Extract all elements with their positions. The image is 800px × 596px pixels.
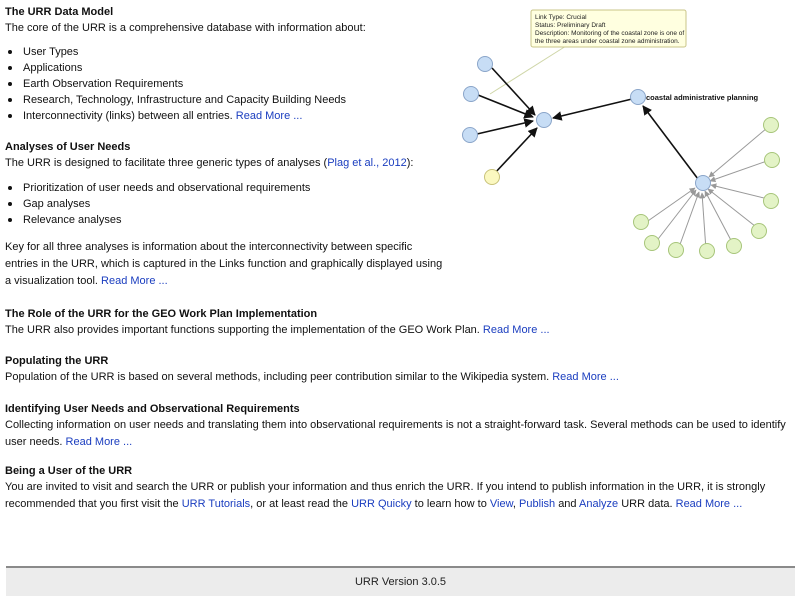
tooltip-line: Description: Monitoring of the coastal zone is one of [535, 30, 685, 37]
urr-tutorials-link[interactable]: URR Tutorials [181, 498, 251, 510]
section-title: Identifying User Needs and Observational Requirements [5, 403, 300, 415]
section-text [5, 479, 797, 513]
tooltip-line: the three areas under coastal zone administration. [535, 38, 680, 45]
graph-node[interactable] [700, 244, 715, 259]
graph-edge [709, 128, 767, 177]
graph-edge [702, 193, 706, 250]
list-item-text: Interconnectivity (links) between all entries. [23, 110, 233, 122]
graph-node[interactable] [634, 215, 649, 230]
graph-edge [477, 121, 533, 134]
publish-link[interactable]: Publish [519, 498, 556, 510]
graph-node[interactable] [645, 236, 660, 251]
intro-text-end: ): [406, 157, 414, 169]
read-more-link[interactable]: Read More ... [235, 110, 303, 122]
graph-edge [494, 128, 537, 174]
graph-edge [643, 106, 698, 179]
tooltip-line: Link Type: Crucial [535, 14, 587, 21]
version-label: URR Version 3.0.5 [354, 576, 447, 588]
graph-edge [710, 161, 767, 181]
graph-node[interactable] [696, 176, 711, 191]
graph-node[interactable] [765, 153, 780, 168]
section-identifying [5, 403, 797, 451]
text: to learn how to [414, 498, 487, 510]
link-tooltip [531, 10, 686, 47]
read-more-link[interactable]: Read More ... [675, 498, 743, 510]
graph-edge [711, 185, 768, 199]
section-being-user [5, 465, 797, 513]
list-item: Gap analyses [21, 196, 445, 212]
analyses-list [5, 180, 445, 228]
graph-node[interactable] [537, 113, 552, 128]
graph-edge [553, 99, 632, 118]
list-item: User Types [21, 44, 445, 60]
graph-node[interactable] [752, 224, 767, 239]
list-item: Prioritization of user needs and observational requirements [21, 180, 445, 196]
graph-node[interactable] [764, 194, 779, 209]
network-graph [446, 8, 796, 270]
text: Population of the URR is based on several methods, including peer contribution similar to the Wikipedia system. [5, 371, 550, 383]
footer [6, 566, 795, 596]
section-title: The URR Data Model [5, 6, 114, 18]
tooltip-line: Status: Preliminary Draft [535, 22, 606, 29]
section-title: Analyses of User Needs [5, 141, 131, 153]
section-text [5, 417, 797, 451]
section-text [5, 369, 795, 386]
text: , or at least read the [250, 498, 349, 510]
view-link[interactable]: View [489, 498, 513, 510]
list-item [21, 108, 445, 124]
graph-node[interactable] [764, 118, 779, 133]
section-populating [5, 355, 795, 386]
section-title: Populating the URR [5, 355, 109, 367]
read-more-link[interactable]: Read More ... [65, 436, 133, 448]
read-more-link[interactable]: Read More ... [101, 275, 168, 287]
graph-node[interactable] [669, 243, 684, 258]
list-item: Research, Technology, Infrastructure and Capacity Building Needs [21, 92, 445, 108]
data-model-list [5, 44, 445, 124]
tooltip-connector [490, 46, 566, 94]
list-item: Applications [21, 60, 445, 76]
analyze-link[interactable]: Analyze [579, 498, 619, 510]
graph-edge [492, 68, 535, 115]
section-analyses [5, 141, 445, 290]
urr-quicky-link[interactable]: URR Quicky [351, 498, 412, 510]
graph-node[interactable] [485, 170, 500, 185]
section-title: Being a User of the URR [5, 465, 133, 477]
analyses-paragraph [5, 239, 445, 290]
links-visualization[interactable] [446, 8, 796, 270]
graph-edge [478, 95, 533, 117]
graph-node[interactable] [727, 239, 742, 254]
section-intro: The core of the URR is a comprehensive database with information about: [5, 22, 366, 34]
text: You are invited to visit and search the URR or publish your information and thus enrich the URR. If you intend to publish information in the URR, it is strongly recommended that you first visit the [5, 481, 766, 510]
list-item: Relevance analyses [21, 212, 445, 228]
read-more-link[interactable]: Read More ... [552, 371, 619, 383]
section-role [5, 308, 795, 339]
citation-link[interactable]: Plag et al., 2012 [327, 157, 407, 169]
section-title: The Role of the URR for the GEO Work Plan Implementation [5, 308, 318, 320]
intro-text: The URR is designed to facilitate three generic types of analyses ( [5, 157, 328, 169]
node-label: coastal administrative planning [646, 93, 759, 102]
section-text [5, 322, 795, 339]
read-more-link[interactable]: Read More ... [482, 324, 550, 336]
text: and [558, 498, 577, 510]
text: , [512, 498, 516, 510]
text: URR data. [621, 498, 673, 510]
paragraph-text: Key for all three analyses is information about the interconnectivity between specific entries in the URR, which is captured in the Links function and graphically displayed using a visualization tool. [5, 241, 443, 287]
graph-node[interactable] [463, 128, 478, 143]
graph-edge [705, 191, 734, 246]
graph-node[interactable] [464, 87, 479, 102]
graph-node[interactable] [478, 57, 493, 72]
text: The URR also provides important functions supporting the implementation of the GEO Work Plan. [5, 324, 480, 336]
list-item: Earth Observation Requirements [21, 76, 445, 92]
text: Collecting information on user needs and translating them into observational requirements is not a straight-forward task. Several methods can be used to identify user needs. [5, 419, 786, 448]
graph-node[interactable] [631, 90, 646, 105]
section-intro [5, 155, 445, 172]
section-data-model [5, 6, 445, 124]
graph-edge [645, 188, 695, 223]
graph-edge [678, 192, 699, 250]
